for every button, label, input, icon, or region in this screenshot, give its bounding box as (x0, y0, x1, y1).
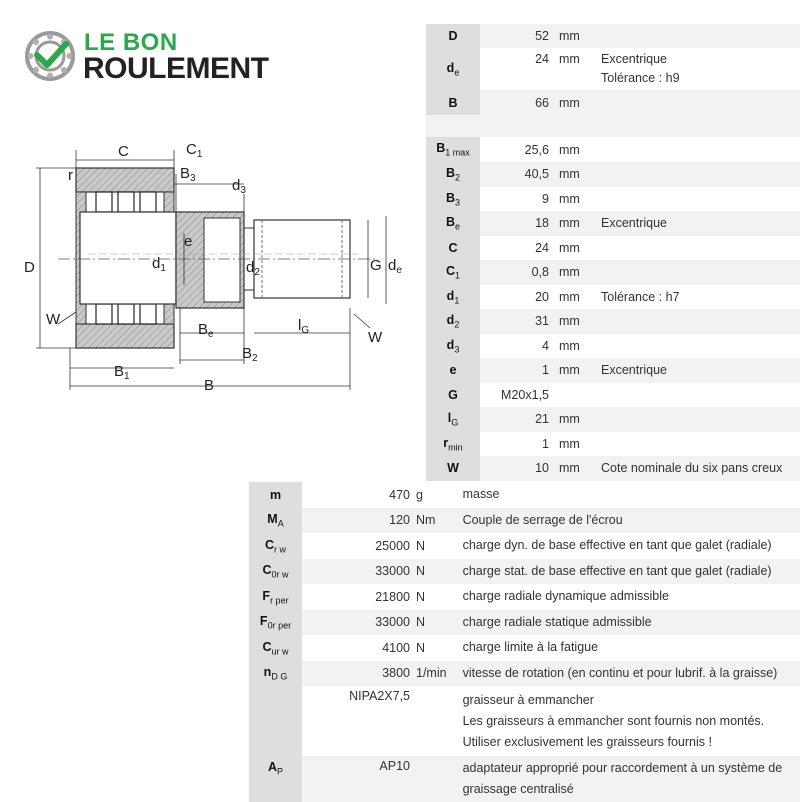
row-note: Couple de serrage de l'écrou (453, 508, 800, 534)
row-label: $A_P$ (249, 756, 302, 802)
row-note: graisseur à emmancher Les graisseurs à emmancher sont fournis non montés. Utiliser exclusivement les graisseurs fournis ! (462, 692, 765, 749)
row-value: 470 (389, 487, 410, 502)
table-row (426, 407, 800, 432)
row-value: 4 (542, 338, 549, 353)
row-value: 25000 (375, 538, 410, 553)
table-row (426, 236, 800, 261)
row-unit (555, 383, 591, 408)
row-value: 18 (480, 211, 555, 236)
row-note (591, 90, 800, 115)
row-label: $d_2$ (426, 309, 480, 334)
row-label: B (426, 90, 480, 115)
dim-label-G: G (370, 257, 382, 274)
row-value: 24 (535, 52, 549, 66)
row-value: 20 (535, 289, 549, 304)
row-value: 9 (542, 191, 549, 206)
dim-label-B: B (204, 377, 215, 394)
dim-label-B2: $B_2$ (242, 345, 258, 364)
row-note: charge radiale dynamique admissible (462, 589, 669, 604)
table-row (249, 559, 800, 585)
dim-label-e: e (184, 233, 193, 250)
row-label: G (426, 383, 480, 408)
stud-body (80, 212, 176, 304)
row-label: $F_{0r per}$ (249, 610, 302, 636)
dim-label-r: r (68, 167, 73, 184)
table-row (426, 137, 800, 162)
dim-label-d1: $d_1$ (152, 255, 166, 274)
row-unit: mm (555, 90, 591, 115)
row-label: $d_3$ (426, 334, 480, 359)
row-label: $r_{min}$ (426, 432, 480, 457)
row-value: 52 (480, 24, 555, 48)
dim-label-D: D (24, 259, 35, 276)
row-unit: 1/min (412, 661, 453, 687)
row-unit: mm (559, 142, 580, 157)
row-unit (412, 756, 453, 802)
row-note: Excentrique (591, 211, 800, 236)
row-value: 120 (302, 508, 412, 534)
row-label: $C_{ur w}$ (249, 635, 302, 661)
row-note: charge dyn. de base effective en tant que galet (radiale) (462, 538, 772, 553)
row-label: $l_G$ (426, 407, 480, 432)
table-row (426, 162, 800, 187)
row-note: vitesse de rotation (en continu et pour lubrif. à la graisse) (453, 661, 800, 687)
row-note: adaptateur approprié pour raccordement à un système de graissage centralisé (453, 756, 800, 802)
row-value: 1 (480, 358, 555, 383)
table-row (426, 432, 800, 457)
row-value: 21800 (375, 589, 410, 604)
row-note (591, 334, 800, 359)
row-note: charge limite à la fatigue (462, 640, 599, 655)
row-note: Cote nominale du six pans creux (591, 456, 800, 481)
technical-drawing (18, 128, 423, 400)
table-row (249, 635, 800, 661)
row-unit: mm (559, 436, 580, 451)
row-value: 33000 (302, 559, 412, 585)
row-note (591, 407, 800, 432)
row-unit: Nm (412, 508, 453, 534)
dim-label-Be: $B_e$ (198, 321, 214, 340)
dim-label-d3: $d_3$ (232, 177, 246, 196)
row-value: M20x1,5 (501, 387, 549, 402)
table-row (426, 309, 800, 334)
row-unit: mm (555, 407, 591, 432)
row-value: 21 (480, 407, 555, 432)
dim-label-B3: $B_3$ (180, 165, 196, 184)
table-row (426, 48, 800, 90)
table-row (426, 187, 800, 212)
performance-table (249, 482, 800, 802)
row-unit: mm (555, 24, 591, 48)
row-unit: N (416, 589, 426, 604)
table-row (249, 508, 800, 534)
table-row (426, 90, 800, 115)
row-label: $B_3$ (426, 187, 480, 212)
dim-label-B1: $B_1$ (114, 363, 130, 382)
row-note (591, 309, 800, 334)
row-value: 25,6 (524, 142, 549, 157)
bearing-check-icon (24, 30, 76, 82)
row-label: $B_2$ (426, 162, 480, 187)
row-label: W (426, 456, 480, 481)
dimensions-table (426, 24, 800, 481)
row-value: 1 (542, 436, 549, 451)
row-label: e (426, 358, 480, 383)
row-unit: N (412, 610, 453, 636)
row-unit: N (416, 640, 426, 655)
row-label: m (249, 482, 302, 508)
table-row (426, 24, 800, 48)
row-note (591, 162, 800, 187)
dim-label-W-left: W (46, 311, 61, 328)
dim-label-C1: $C_1$ (186, 141, 203, 160)
row-label: $B_{1 max}$ (426, 137, 480, 162)
row-value: 4100 (382, 640, 410, 655)
table-row (249, 661, 800, 687)
logo-text-top: LE BON (84, 29, 178, 56)
row-unit: mm (555, 358, 591, 383)
row-label: $C_{r w}$ (249, 533, 302, 559)
row-unit: mm (555, 260, 591, 285)
row-note: Excentrique Tolérance : h9 (601, 52, 680, 85)
table-row (249, 482, 800, 508)
row-unit: g (416, 487, 423, 502)
outer-ring (76, 324, 174, 348)
row-label: $M_A$ (249, 508, 302, 534)
logo-text-bottom: ROULEMENT (83, 52, 269, 85)
row-label: $d_e$ (426, 48, 480, 90)
row-note (591, 24, 800, 48)
dim-label-C: C (118, 143, 129, 160)
row-unit: mm (555, 309, 591, 334)
row-note (591, 236, 800, 261)
table-row (426, 358, 800, 383)
row-value: 3800 (302, 661, 412, 687)
table-row (249, 533, 800, 559)
dim-label-de: $d_e$ (388, 257, 402, 276)
row-unit: mm (555, 162, 591, 187)
row-note: Excentrique (591, 358, 800, 383)
row-label: $B_e$ (426, 211, 480, 236)
row-label: $C_1$ (426, 260, 480, 285)
row-note (591, 383, 800, 408)
row-label: $F_{r per}$ (249, 584, 302, 610)
table-row (426, 383, 800, 408)
row-value: 33000 (302, 610, 412, 636)
row-note: masse (462, 487, 500, 502)
row-unit: mm (559, 289, 580, 304)
table-row (426, 285, 800, 310)
brand-logo[interactable] (24, 28, 294, 88)
row-unit: mm (559, 52, 580, 66)
dim-label-W-right: W (368, 329, 383, 346)
table-separator (426, 115, 800, 137)
row-value: AP10 (302, 756, 412, 802)
table-row (426, 456, 800, 481)
row-label: D (426, 24, 480, 48)
table-row (249, 610, 800, 636)
row-value: 31 (480, 309, 555, 334)
row-label: C (426, 236, 480, 261)
row-label: $n_{D G}$ (249, 661, 302, 687)
row-value: NIPA2X7,5 (349, 689, 410, 703)
row-label (249, 686, 302, 756)
row-note (591, 137, 800, 162)
row-unit: N (412, 559, 453, 585)
row-unit: mm (555, 456, 591, 481)
row-unit: N (416, 538, 426, 553)
table-row (249, 686, 800, 756)
table-row (426, 211, 800, 236)
table-row (249, 584, 800, 610)
row-label: $C_{0r w}$ (249, 559, 302, 585)
row-unit (412, 686, 453, 756)
row-unit: mm (555, 211, 591, 236)
outer-ring (76, 168, 174, 192)
row-label: $d_1$ (426, 285, 480, 310)
row-note: Tolérance : h7 (601, 289, 680, 304)
row-value: 24 (535, 240, 549, 255)
dim-label-lG: $l_G$ (298, 317, 310, 336)
row-value: 66 (480, 90, 555, 115)
row-value: 10 (480, 456, 555, 481)
row-unit: mm (559, 191, 580, 206)
row-note (591, 187, 800, 212)
row-note (591, 432, 800, 457)
table-row (249, 756, 800, 802)
row-unit: mm (559, 240, 580, 255)
row-value: 0,8 (480, 260, 555, 285)
row-value: 40,5 (480, 162, 555, 187)
table-row (426, 334, 800, 359)
row-note: charge stat. de base effective en tant que galet (radiale) (453, 559, 800, 585)
row-note: charge radiale statique admissible (453, 610, 800, 636)
row-unit: mm (559, 338, 580, 353)
table-row (426, 260, 800, 285)
row-note (591, 260, 800, 285)
dim-label-d2: $d_2$ (246, 259, 260, 278)
